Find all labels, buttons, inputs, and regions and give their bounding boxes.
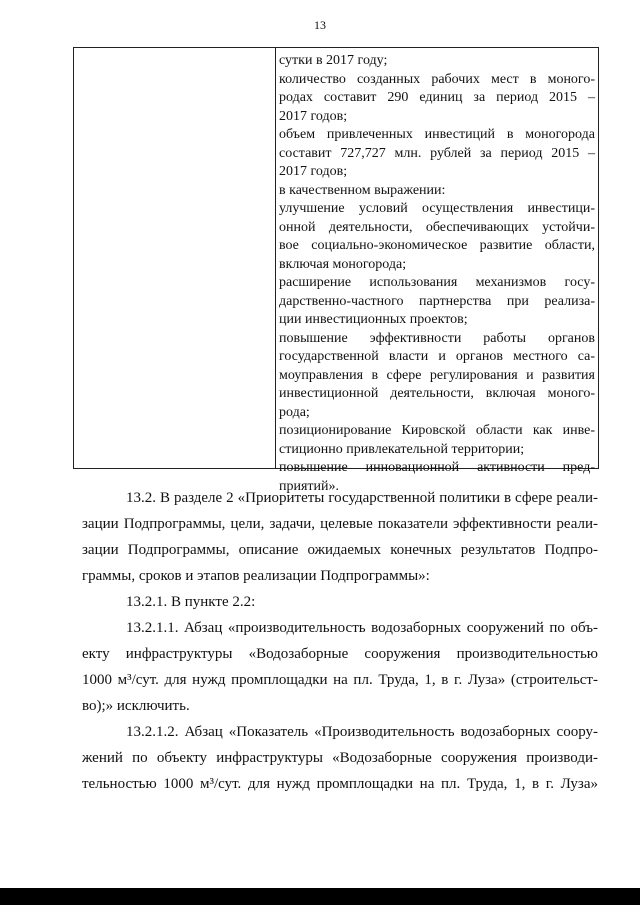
table-line: в качественном выражении: (279, 182, 446, 198)
table-line: родах составит 290 единиц за период 2015 – (279, 90, 595, 105)
table-line: повышение эффективности работы органов (279, 330, 595, 346)
table-line: стиционно привлекательной территории; (279, 441, 525, 457)
paragraph-line: 13.2. В разделе 2 «Приоритеты государственной политики в сфере реали- (126, 490, 598, 506)
table-line: улучшение условий осуществления инвестици- (279, 201, 595, 216)
table-line: дарственно-частного партнерства при реализа- (279, 293, 595, 309)
page-number: 13 (314, 18, 326, 32)
paragraph-line: зации Подпрограммы, цели, задачи, целевые показатели эффективности реали- (82, 516, 598, 532)
table-line: вое социально-экономическое развитие области, (279, 238, 595, 253)
table-line: включая моногорода; (279, 256, 407, 272)
table-line: 2017 годов; (279, 108, 348, 124)
content-table (73, 47, 599, 494)
paragraph-line: 13.2.1.2. Абзац «Показатель «Производительность водозаборных соору- (126, 724, 598, 740)
paragraph-line: тельностью 1000 м³/сут. для нужд промплощадки на пл. Труда, 1, в г. Луза» (82, 776, 598, 792)
paragraph-line: 13.2.1.1. Абзац «производительность водозаборных сооружений по объ- (126, 620, 598, 636)
table-line: моуправления в сфере регулирования и развития (279, 367, 595, 383)
table-line: приятий». (279, 478, 340, 494)
table-line: позиционирование Кировской области как инве- (279, 423, 595, 438)
table-line: 2017 годов; (279, 164, 348, 179)
scan-bottom-bar (0, 888, 640, 905)
paragraph-line: граммы, сроков и этапов реализации Подпрограммы»: (82, 568, 430, 584)
paragraph-line: екту инфраструктуры «Водозаборные сооружения производительностью (82, 646, 598, 662)
table-line: онной деятельности, обеспечивающих устойчи- (279, 219, 595, 235)
table-line: расширение использования механизмов госу- (279, 275, 595, 290)
table-line: составит 727,727 млн. рублей за период 2015 – (279, 145, 595, 161)
table-line: инвестиционной деятельности, включая моного- (279, 386, 595, 401)
paragraph-line: зации Подпрограммы, описание ожидаемых конечных результатов Подпро- (82, 542, 598, 558)
table-column-divider (275, 48, 276, 468)
table-line: объем привлеченных инвестиций в моногорода (279, 127, 595, 142)
table-line: сутки в 2017 году; (279, 53, 388, 68)
paragraph-line: 1000 м³/сут. для нужд промплощадки на пл. Труда, 1, в г. Луза» (строительст- (82, 672, 598, 688)
paragraph-line: 13.2.1. В пункте 2.2: (126, 594, 256, 610)
table-line: количество созданных рабочих мест в моного- (279, 71, 595, 87)
paragraph-line: во);» исключить. (82, 698, 190, 714)
body-text (82, 485, 598, 797)
paragraph-line: жений по объекту инфраструктуры «Водозаборные сооружения производи- (82, 750, 598, 766)
table-line: государственной власти и органов местного са- (279, 349, 595, 364)
table-line: повышение инновационной активности пред- (279, 460, 595, 475)
table-right-cell (279, 52, 595, 496)
table-line: ции инвестиционных проектов; (279, 312, 468, 327)
table-line: рода; (279, 404, 310, 420)
